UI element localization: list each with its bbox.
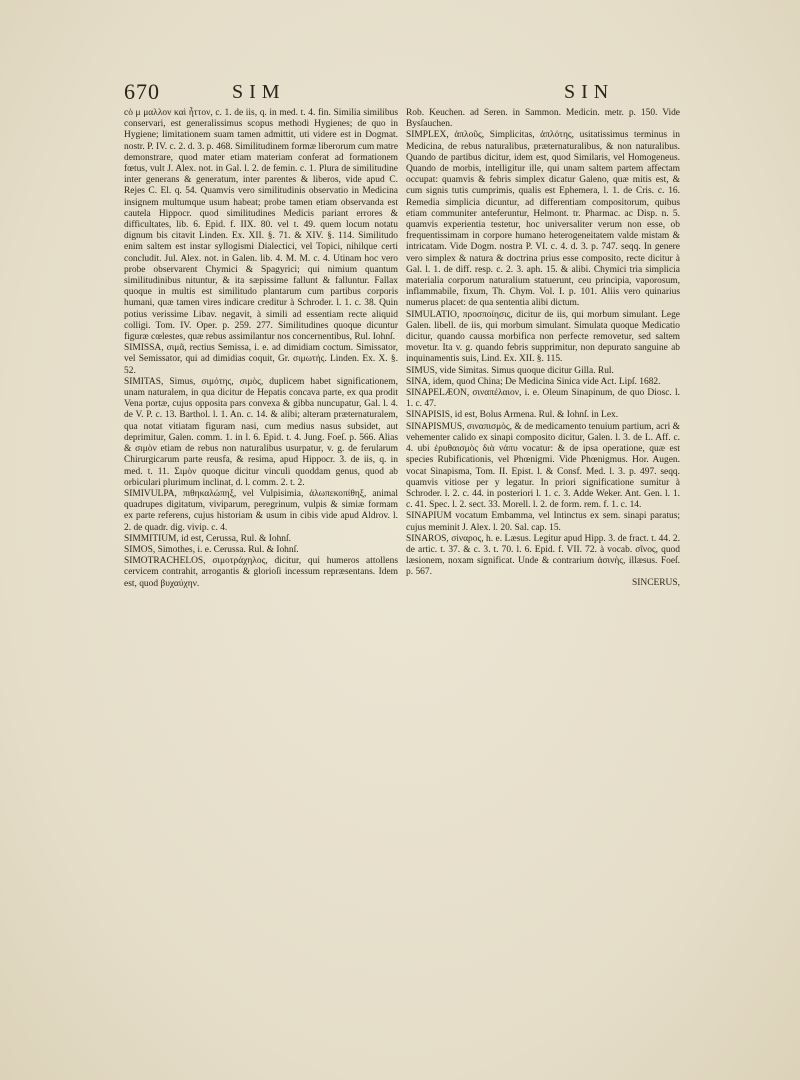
right-running-head: SIN xyxy=(564,81,615,103)
catchword: SINCERUS, xyxy=(632,577,680,588)
entry-sinapismus: SINAPISMUS, σιναπισμὸς, & de medicamento tenuium partium, acri & vehementer calido ex sinapi composito dicitur, Galen. l. 3. de L. Aff. c. 4. ubi ἐρυθαισμὸς διὰ νάπυ vocatur: & de ipsa operatione, quæ est species Rubificationis, vel Phœnigmi. Vide Phœnigmus. Hor. Augen. vocat Sinapisma, Tom. II. Epist. l. & Consf. Med. l. 3. p. 497. seqq. quamvis vitiose per y legatur. In priori significatione sumitur à Schroder. l. 2. c. 44. in posteriori l. 1. c. 3. Adde Weker. Ant. Gen. l. 1. c. 41. Spec. l. 2. sect. 33. Morell. l. 2. de form. rem. f. 1. c. 14. xyxy=(406,421,680,511)
right-column xyxy=(406,108,680,589)
entry-simmitium: SIMMITIUM, id est, Cerussa, Rul. & Iohnſ. xyxy=(124,533,291,544)
entry-simus: SIMUS, vide Simitas. Simus quoque dicitur Gilla. Rul. xyxy=(406,365,614,376)
entry-sinapisis: SINAPISIS, id est, Bolus Armena. Rul. & Iohnſ. in Lex. xyxy=(406,410,619,421)
entry-simissa: SIMISSA, σιμᾶ, rectius Semissa, i. e. ad dimidiam coctum. Simissator, vel Semissator, qui ad dimidias coquit, Gr. σιμωτής. Linden. Ex. X. §. 52. xyxy=(124,343,398,376)
entry-sina: SINA, idem, quod China; De Medicina Sinica vide Act. Lipſ. 1682. xyxy=(406,376,661,387)
left-running-head: SIM xyxy=(232,81,286,103)
running-header xyxy=(0,79,800,103)
entry-continuation: Rob. Keuchen. ad Seren. in Sammon. Medicin. metr. p. 150. Vide Bysſauchen. xyxy=(406,108,680,130)
left-column xyxy=(124,108,398,590)
entry-simos: SIMOS, Simothes, i. e. Cerussa. Rul. & Iohnſ. xyxy=(124,544,299,555)
entry-simplex: SIMPLEX, ἁπλοῦς, Simplicitas, ἁπλότης, usitatissimus terminus in Medicina, de rebus naturalibus, præternaturalibus, & non naturalibus. Quando de partibus dicitur, idem est, quod Similaris, vel Homogeneus. Quando de morbis, intelligitur ille, qui unam saltem partem affectam occupat: quamvis & febris simplex dicatur Galeno, quæ mitis est, & cum signis tutis cumprimis, qualis est Ephemera, l. 1. de Cris. c. 16. Remedia simplicia dicuntur, ad differentiam compositorum, quibus etiam communiter anteferuntur, Helmont. tr. Pharmac. ac Disp. n. 5. quamvis experientia testetur, hoc universaliter verum non esse, ob frequentissimam in corpore humano heterogeneitatem valde mistam & intricatam. Vide Dogm. nostra P. VI. c. 4. d. 3. p. 747. seqq. In genere vero simplex & natura & doctrina prius esse composito, recte dicitur à Gal. l. 1. de diff. resp. c. 2. 3. aph. 15. & alibi. Chymici tria simplicia materialia corporum naturalium statuerunt, ceu principia, vaporosum, inflammabile, fixum, Th. Chym. Vol. I. p. 101. Aliis vero quinarius numerus placet: de qua sententia alibi dictum. xyxy=(406,130,680,309)
entry-sinaros: SINAROS, σίναρος, h. e. Læsus. Legitur apud Hipp. 3. de fract. t. 44. 2. de artic. t. 37. & c. 3. t. 70. l. 6. Epid. f. VII. 72. à vocab. σῖνος, quod læsionem, noxam significat. Unde & contrarium ἀσινὴς, illæsus. Foeſ. p. 567. xyxy=(406,533,680,578)
entry-sinapium: SINAPIUM vocatum Embamma, vel Intinctus ex sem. sinapi paratus; cujus meminit J. Alex. l. 20. Sal. cap. 15. xyxy=(406,511,680,533)
entry-sinapelaeon: SINAPELÆON, σιναπέλαιον, i. e. Oleum Sinapinum, de quo Diosc. l. 1. c. 47. xyxy=(406,388,680,410)
entry-simulatio: SIMULATIO, προσποίησις, dicitur de iis, qui morbum simulant. Lege Galen. libell. de iis, qui morbum simulant. Simulata quoque Medicatio dicitur, quando caussa morbifica non perfecte removetur, sed saltem movetur. Ita v. g. quando febris supprimitur, non depurato sanguine ab inquinamentis suis, Lind. Ex. XII. §. 115. xyxy=(406,309,680,365)
entry-simotrachelos: SIMOTRACHELOS, σιμοτράχηλος, dicitur, qui humeros attollens cervicem contrahit, arrogantis & glorioſi incessum repræsentans. Idem est, quod βυχαύχην. xyxy=(124,556,398,589)
entry-simitas: SIMITAS, Simus, σιμότης, σιμὸς, duplicem habet significationem, unam naturalem, in qua dicitur de Hepatis concava parte, ex qua prodit Vena portæ, cujus opposita pars convexa & gibba nuncupatur, Gal. l. 4. de V. P. c. 13. Barthol. l. 1. An. c. 14. & alibi; alteram præternaturalem, qua notat vitiatam figuram nasi, cum medius nasus subsidet, aut deprimitur, Galen. comm. 1. in l. 6. Epid. t. 4. Jung. Foeſ. p. 566. Alias & σιμὸν etiam de rebus non naturalibus usurpatur, v. g. de ferularum Chirurgicarum parte reusfa, & resima, apud Hippocr. 3. de iis, q. in med. t. 11. Σιμὸν quoque dicitur vinculi quoddam genus, quod ab orbiculari plurimum inclinat, d. l. comm. 2. t. 2. xyxy=(124,376,398,488)
entry-simivulpa: SIMIVULPA, πιθηκαλώπηξ, vel Vulpisimia, ἀλωπεκοπίθηξ, animal quadrupes digitatum, viviparum, peregrinum, vulpis & simiæ formam ex parte referens, cujus historiam & usum in cibis vide apud Aldrov. l. 2. de quadr. dig. vivip. c. 4. xyxy=(124,488,398,533)
page-number: 670 xyxy=(124,79,160,104)
entry-similitudo: cὸ μ μαλλον καὶ ἧττον, c. 1. de iis, q. in med. t. 4. fin. Similia similibus conservari, est generalissimus scopus methodi Hygienes; de quo in Hygiene; limitationem suam tamen admittit, uti videre est in Dogmat. nostr. P. IV. c. 2. d. 3. p. 468. Similitudinem formæ liberorum cum matre demonstrare, quod mater etiam materiam conferat ad formationem fœtus, vult J. Alex. not. in Gal. l. 2. de femin. c. 1. Plura de similitudine inter generans & generatum, inter parentes & liberos, vide apud C. Rejes C. El. q. 54. Quamvis vero similitudinis observatio in Medicina insignem multumque usum habeat; probe tamen etiam observanda est cautela Hippocr. quod similitudines Medicis pariant errores & difficultates, lib. 6. Epid. f. IIX. 80. vel t. 49. quem locum notatu dignum bis citavit Linden. Ex. XII. §. 71. & XIV. §. 114. Similitudo enim saltem est instar syllogismi Dialectici, vel Topici, nihilque certi concludit. Jul. Alex. not. in Galen. lib. 4. M. M. c. 4. Utinam hoc vero probe observarent Chymici & Spagyrici; qui nimium quantum similitudinibus nituntur, & ita sæpissime fallunt & falluntur. Fallax quoque in multis est similitudo plantarum cum partibus corporis humani, quæ tamen vires indicare creditur à Schroder. l. 1. c. 38. Quin potius verissime Libav. negavit, à simili ad essentiam recte aliquid colligi. Tom. IV. Oper. p. 259. 277. Similitudines quoque dicuntur figuræ cœlestes, quæ rebus assimilantur nos concernentibus, Rul. Iohnſ. xyxy=(124,108,399,343)
